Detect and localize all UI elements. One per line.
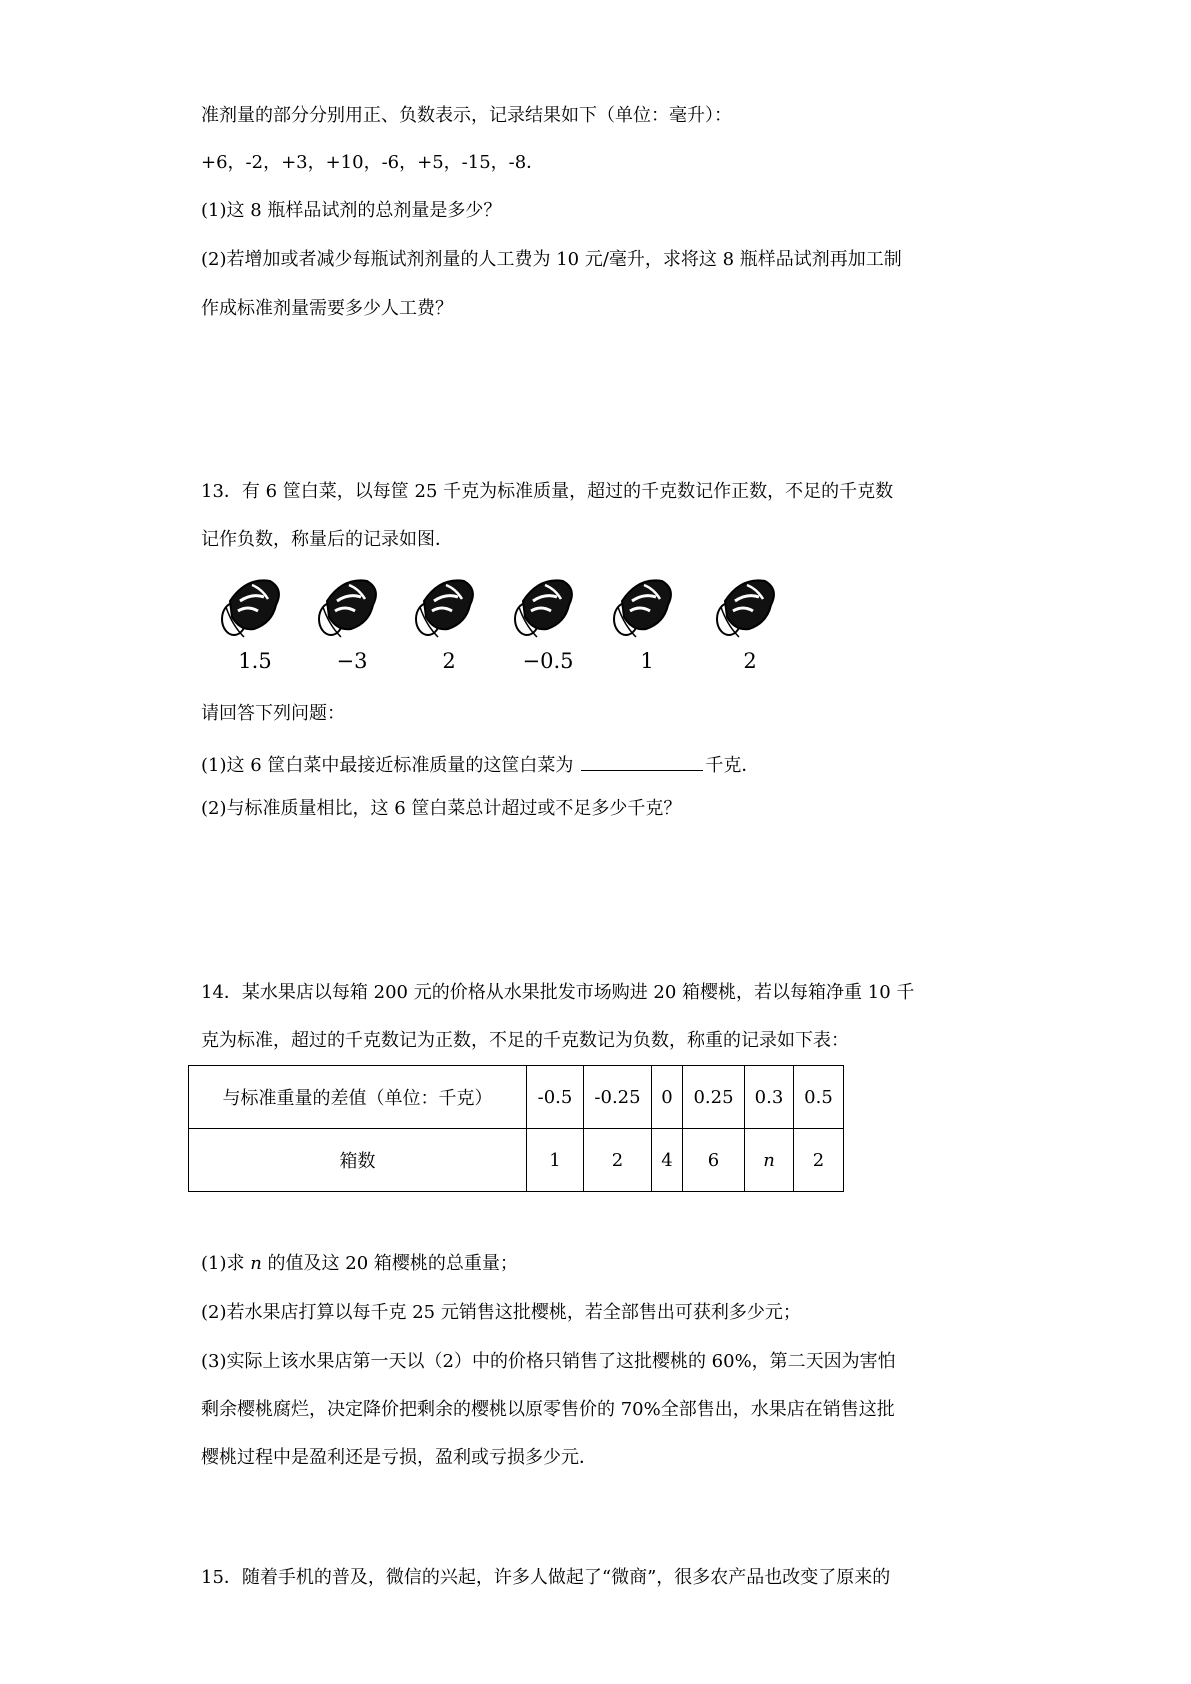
cabbage-item [406, 571, 492, 681]
p14-question-2: (2)若水果店打算以每千克 25 元销售这批樱桃，若全部售出可获利多少元； [201, 1302, 801, 1323]
table-cell: -0.25 [584, 1066, 652, 1129]
cabbage-icon [315, 571, 385, 645]
table-cell: 2 [794, 1129, 844, 1192]
p12-question-2a: (2)若增加或者减少每瓶试剂剂量的人工费为 10 元/毫升，求将这 8 瓶样品试剂再加工制 [201, 249, 902, 270]
cabbage-item [604, 571, 690, 681]
p13-question-1-unit: 千克． [705, 755, 760, 776]
p13-line2: 记作负数，称量后的记录如图． [201, 529, 453, 550]
cabbage-item [505, 571, 591, 681]
cabbage-value: 2 [743, 649, 757, 673]
table-cell: 0.3 [745, 1066, 794, 1129]
table-cell: -0.5 [527, 1066, 584, 1129]
weight-table [188, 1065, 844, 1192]
p14-line1: 14．某水果店以每箱 200 元的价格从水果批发市场购进 20 箱樱桃，若以每箱净重 10 千 [201, 982, 915, 1003]
table-cell-variable: n [745, 1129, 794, 1192]
p13-question-1-text: (1)这 6 筐白菜中最接近标准质量的这筐白菜为 [201, 755, 574, 776]
table-cell: 0.5 [794, 1066, 844, 1129]
p15-line1: 15．随着手机的普及，微信的兴起，许多人做起了“微商”，很多农产品也改变了原来的 [201, 1567, 891, 1588]
cabbage-item [309, 571, 395, 681]
table-row [189, 1129, 844, 1192]
table-cell: 1 [527, 1129, 584, 1192]
cabbage-icon [412, 571, 482, 645]
cabbage-icon [511, 571, 581, 645]
p14-question-3a: (3)实际上该水果店第一天以（2）中的价格只销售了这批樱桃的 60%，第二天因为害怕 [201, 1351, 896, 1372]
p14-line2: 克为标准，超过的千克数记为正数，不足的千克数记为负数，称重的记录如下表： [201, 1030, 849, 1051]
table-cell: 0.25 [683, 1066, 745, 1129]
p14-question-1 [201, 1252, 518, 1276]
p14-q1-text-a: (1)求 [201, 1253, 251, 1274]
cabbage-value: 2 [442, 649, 456, 673]
p12-line1: 准剂量的部分分别用正、负数表示，记录结果如下（单位：毫升）： [201, 105, 732, 126]
table-cell: 0 [652, 1066, 683, 1129]
p14-question-3b: 剩余樱桃腐烂，决定降价把剩余的樱桃以原零售价的 70%全部售出，水果店在销售这批 [201, 1399, 895, 1420]
cabbage-value: −3 [336, 649, 368, 673]
p13-question-1 [201, 750, 759, 778]
p13-line1: 13．有 6 筐白菜，以每筐 25 千克为标准质量，超过的千克数记作正数，不足的千克数 [201, 481, 894, 502]
p13-question-2: (2)与标准质量相比，这 6 筐白菜总计超过或不足多少千克？ [201, 798, 682, 819]
cabbage-icon [610, 571, 680, 645]
table-cell: 2 [584, 1129, 652, 1192]
cabbage-item [212, 571, 298, 681]
cabbage-icon [713, 571, 783, 645]
answer-blank[interactable] [581, 750, 703, 771]
cabbage-icon [218, 571, 288, 645]
cabbage-value: 1.5 [238, 649, 272, 673]
table-row [189, 1066, 844, 1129]
p12-question-2b: 作成标准剂量需要多少人工费？ [201, 298, 453, 319]
table-header-cell: 与标准重量的差值（单位：千克） [189, 1066, 527, 1129]
p12-data-values: +6，-2，+3，+10，-6，+5，-15，-8． [201, 152, 545, 173]
cabbage-value: 1 [640, 649, 654, 673]
cabbage-item [707, 571, 793, 681]
p12-question-1: (1)这 8 瓶样品试剂的总剂量是多少？ [201, 200, 502, 221]
cabbage-figure [212, 571, 822, 681]
variable-n: n [250, 1253, 262, 1274]
table-cell: 4 [652, 1129, 683, 1192]
table-header-cell: 箱数 [189, 1129, 527, 1192]
p13-prompt: 请回答下列问题： [201, 703, 345, 724]
cabbage-value: −0.5 [522, 649, 574, 673]
p14-q1-text-b: 的值及这 20 箱樱桃的总重量； [261, 1253, 518, 1274]
table-cell: 6 [683, 1129, 745, 1192]
p14-question-3c: 樱桃过程中是盈利还是亏损，盈利或亏损多少元． [201, 1447, 597, 1468]
